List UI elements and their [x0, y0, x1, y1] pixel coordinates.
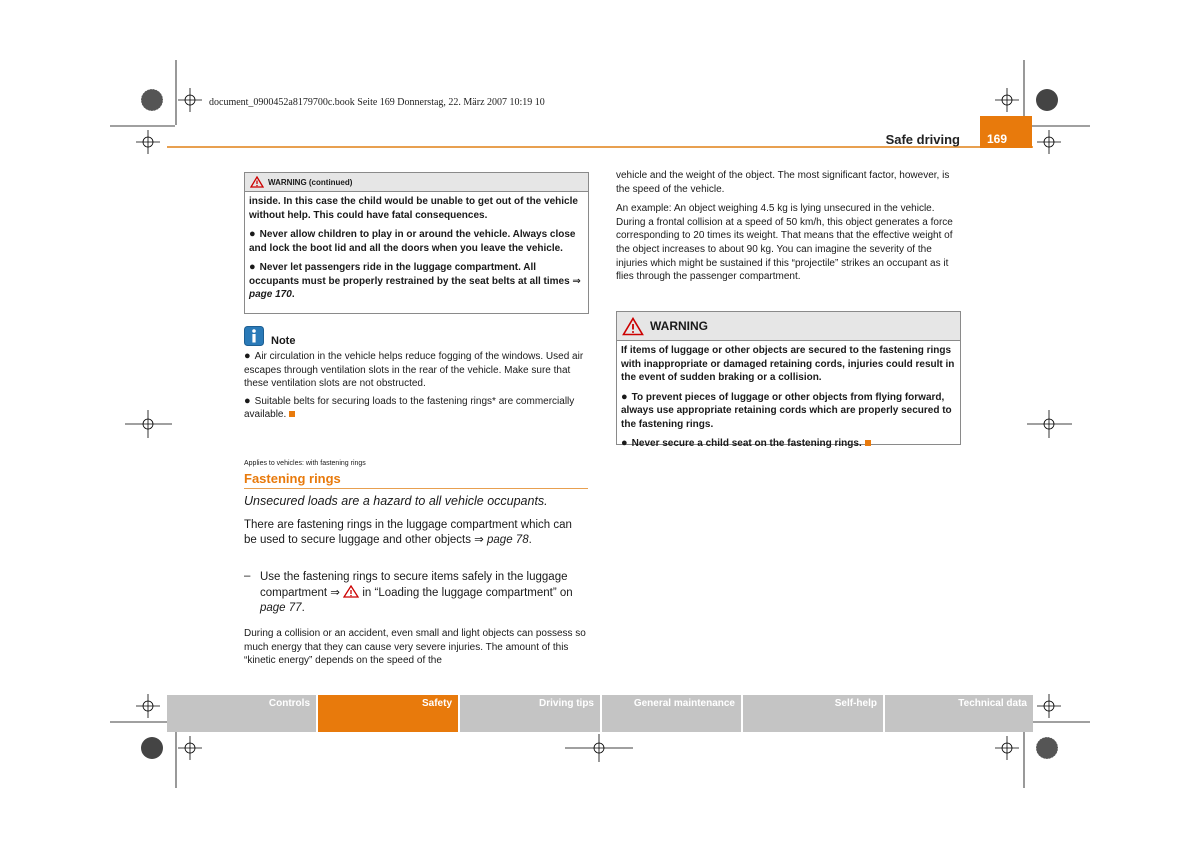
- note-bullet2: [244, 395, 584, 422]
- warning-continued-bullet2: [249, 261, 584, 302]
- bullet-text: Air circulation in the vehicle helps reduce fogging of the windows. Used air escapes through ventilation slots in the rear of the vehicle. Make sure that these ventilation slots are not obstructed.: [244, 351, 584, 389]
- punct: .: [291, 289, 295, 300]
- punct: .: [528, 534, 532, 546]
- bullet-icon: ●: [244, 394, 251, 407]
- warning-body: [617, 341, 960, 454]
- applies-to: Applies to vehicles: with fastening rings: [244, 460, 366, 467]
- step-text: in “Loading the luggage compartment” on: [362, 587, 573, 599]
- tab-safety[interactable]: Safety: [318, 695, 458, 732]
- tab-driving-tips[interactable]: Driving tips: [460, 695, 600, 732]
- warning-title: WARNING: [650, 319, 708, 333]
- right-paragraph-2: An example: An object weighing 4.5 kg is lying unsecured in the vehicle. During a frontal collision at a speed of 50 km/h, this object generates a force corresponding to 20 times its weight. That means that the effective weight of the object increases to about 90 kg. You can imagine the severity of the injuries which might be sustained if this “projectile” strikes an occupant as it flies through the passenger compartment.: [616, 203, 953, 283]
- warning-bullet1: [621, 391, 956, 432]
- warning-bullet2: [621, 437, 956, 451]
- tab-technical-data[interactable]: Technical data: [885, 695, 1033, 732]
- tab-controls[interactable]: Controls: [167, 695, 316, 732]
- fastening-intro: [244, 518, 584, 548]
- print-header: document_0900452a8179700c.book Seite 169 Donnerstag, 22. März 2007 10:19 10: [209, 97, 545, 108]
- fastening-step: [260, 570, 585, 616]
- right-column-text: [616, 169, 960, 290]
- info-icon: [244, 326, 264, 346]
- bullet-icon: ●: [244, 350, 251, 362]
- bullet-icon: ●: [249, 228, 256, 240]
- bullet-text: To prevent pieces of luggage or other objects from flying forward, always use appropriate retaining cords which are properly secured to the fastening rings.: [621, 391, 952, 430]
- bullet-text: Suitable belts for securing loads to the fastening rings* are commercially available.: [244, 395, 575, 420]
- bullet-icon: ●: [621, 390, 628, 403]
- bullet-text: Never allow children to play in or around the vehicle. Always close and lock the boot lid and all the doors when you leave the vehicle.: [249, 229, 576, 254]
- warning-triangle-icon: [250, 176, 264, 188]
- warning-continued-bullet1: [249, 228, 584, 255]
- page-ref-link[interactable]: page 170: [249, 289, 292, 300]
- right-paragraph-1: vehicle and the weight of the object. The most significant factor, however, is the speed of the vehicle.: [616, 170, 950, 195]
- warning-triangle-icon: [622, 317, 644, 336]
- bullet-text: Never let passengers ride in the luggage compartment. All occupants must be properly restrained by the seat belts at all times ⇒: [249, 262, 581, 287]
- page-ref-link[interactable]: page 78: [487, 534, 529, 546]
- warning-continued-p1: inside. In this case the child would be unable to get out of the vehicle without help. This could have fatal consequences.: [249, 196, 578, 221]
- end-marker-icon: [865, 440, 871, 446]
- tab-general-maintenance[interactable]: General maintenance: [602, 695, 741, 732]
- section-title: Safe driving: [885, 132, 960, 147]
- warning-header: [617, 312, 960, 341]
- bullet-text: Never secure a child seat on the fastening rings.: [631, 438, 862, 449]
- punct: .: [301, 602, 305, 614]
- warning-continued-header: [245, 173, 588, 192]
- note-title: Note: [271, 335, 296, 347]
- warning-p1: If items of luggage or other objects are secured to the fastening rings with inappropriate or damaged retaining cords, injuries could result in the event of sudden braking or a collision.: [621, 345, 955, 383]
- fastening-subtitle: Unsecured loads are a hazard to all vehicle occupants.: [244, 494, 548, 508]
- intro-text: There are fastening rings in the luggage compartment which can be used to secure luggage and other objects ⇒: [244, 519, 572, 546]
- fastening-title-rule: [244, 488, 588, 489]
- warning-box: [616, 311, 961, 449]
- page-number: 169: [986, 132, 1008, 146]
- tab-self-help[interactable]: Self-help: [743, 695, 883, 732]
- warning-continued-body: [245, 192, 588, 305]
- fastening-step-dash: –: [244, 570, 251, 582]
- bullet-icon: ●: [249, 261, 256, 273]
- kinetic-paragraph: During a collision or an accident, even small and light objects can possess so much energy that they can cause very severe injuries. The amount of this “kinetic energy” depends on the speed of the: [244, 628, 586, 666]
- note-bullet1: [244, 350, 584, 391]
- step-text: Use the fastening rings to secure items safely in the luggage compartment ⇒: [260, 571, 568, 599]
- warning-continued-title: WARNING (continued): [268, 177, 353, 187]
- fastening-title: Fastening rings: [244, 471, 341, 486]
- end-marker-icon: [289, 411, 295, 417]
- bullet-icon: ●: [621, 437, 628, 449]
- warning-triangle-icon: [343, 585, 359, 598]
- warning-continued-box: [244, 172, 589, 314]
- note-body: [244, 350, 584, 426]
- page-ref-link[interactable]: page 77: [260, 602, 302, 614]
